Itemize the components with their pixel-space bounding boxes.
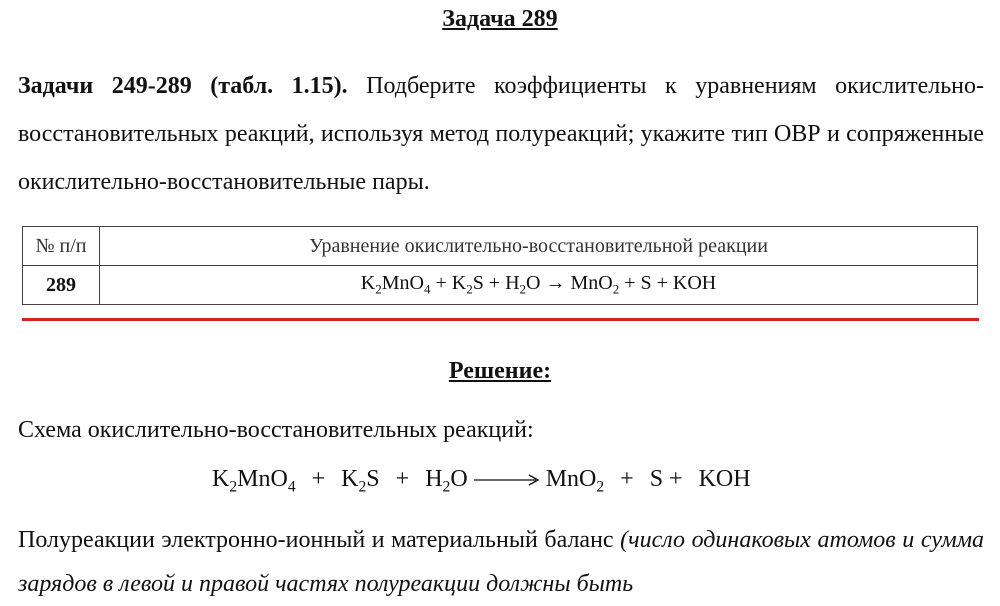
red-underline xyxy=(22,318,979,321)
solution-heading: Решение: xyxy=(448,358,552,384)
header-equation: Уравнение окислительно-восстановительной реакции xyxy=(100,227,978,266)
task-description xyxy=(18,62,984,206)
arrow-icon xyxy=(474,474,540,486)
half-reactions-lead: Полуреакции электронно-ионный и материальный баланс xyxy=(18,527,621,553)
half-reactions-text xyxy=(18,518,984,606)
table-row xyxy=(23,266,978,305)
task-reference: Задачи 249-289 (табл. 1.15). xyxy=(18,73,348,99)
row-number: 289 xyxy=(23,266,100,305)
task-text: Подберите коэффициенты к уравнениям окислительно-восстановительных реакций, используя метод полуреакций; укажите тип ОВР и сопряженные окислительно-восстановительные пары. xyxy=(18,73,984,195)
half-reactions-note: (число одинаковых атомов и сумма зарядов в левой и правой частях полуреакции должны быть xyxy=(18,527,985,597)
task-table xyxy=(22,226,978,305)
row-equation: $K_2MnO_4 + K_2S + H_2O \to MnO_2 + S$ + KOH xyxy=(100,266,978,305)
page-title: Задача 289 xyxy=(442,6,558,32)
table-header-row xyxy=(23,227,978,266)
reaction-equation: $K_2MnO_4 + K_2S + H_2O$ MnO$_2$ + S + KOH xyxy=(212,466,751,496)
header-number: № п/п xyxy=(23,227,100,266)
scheme-label: Схема окислительно-восстановительных реакций: xyxy=(18,417,534,443)
